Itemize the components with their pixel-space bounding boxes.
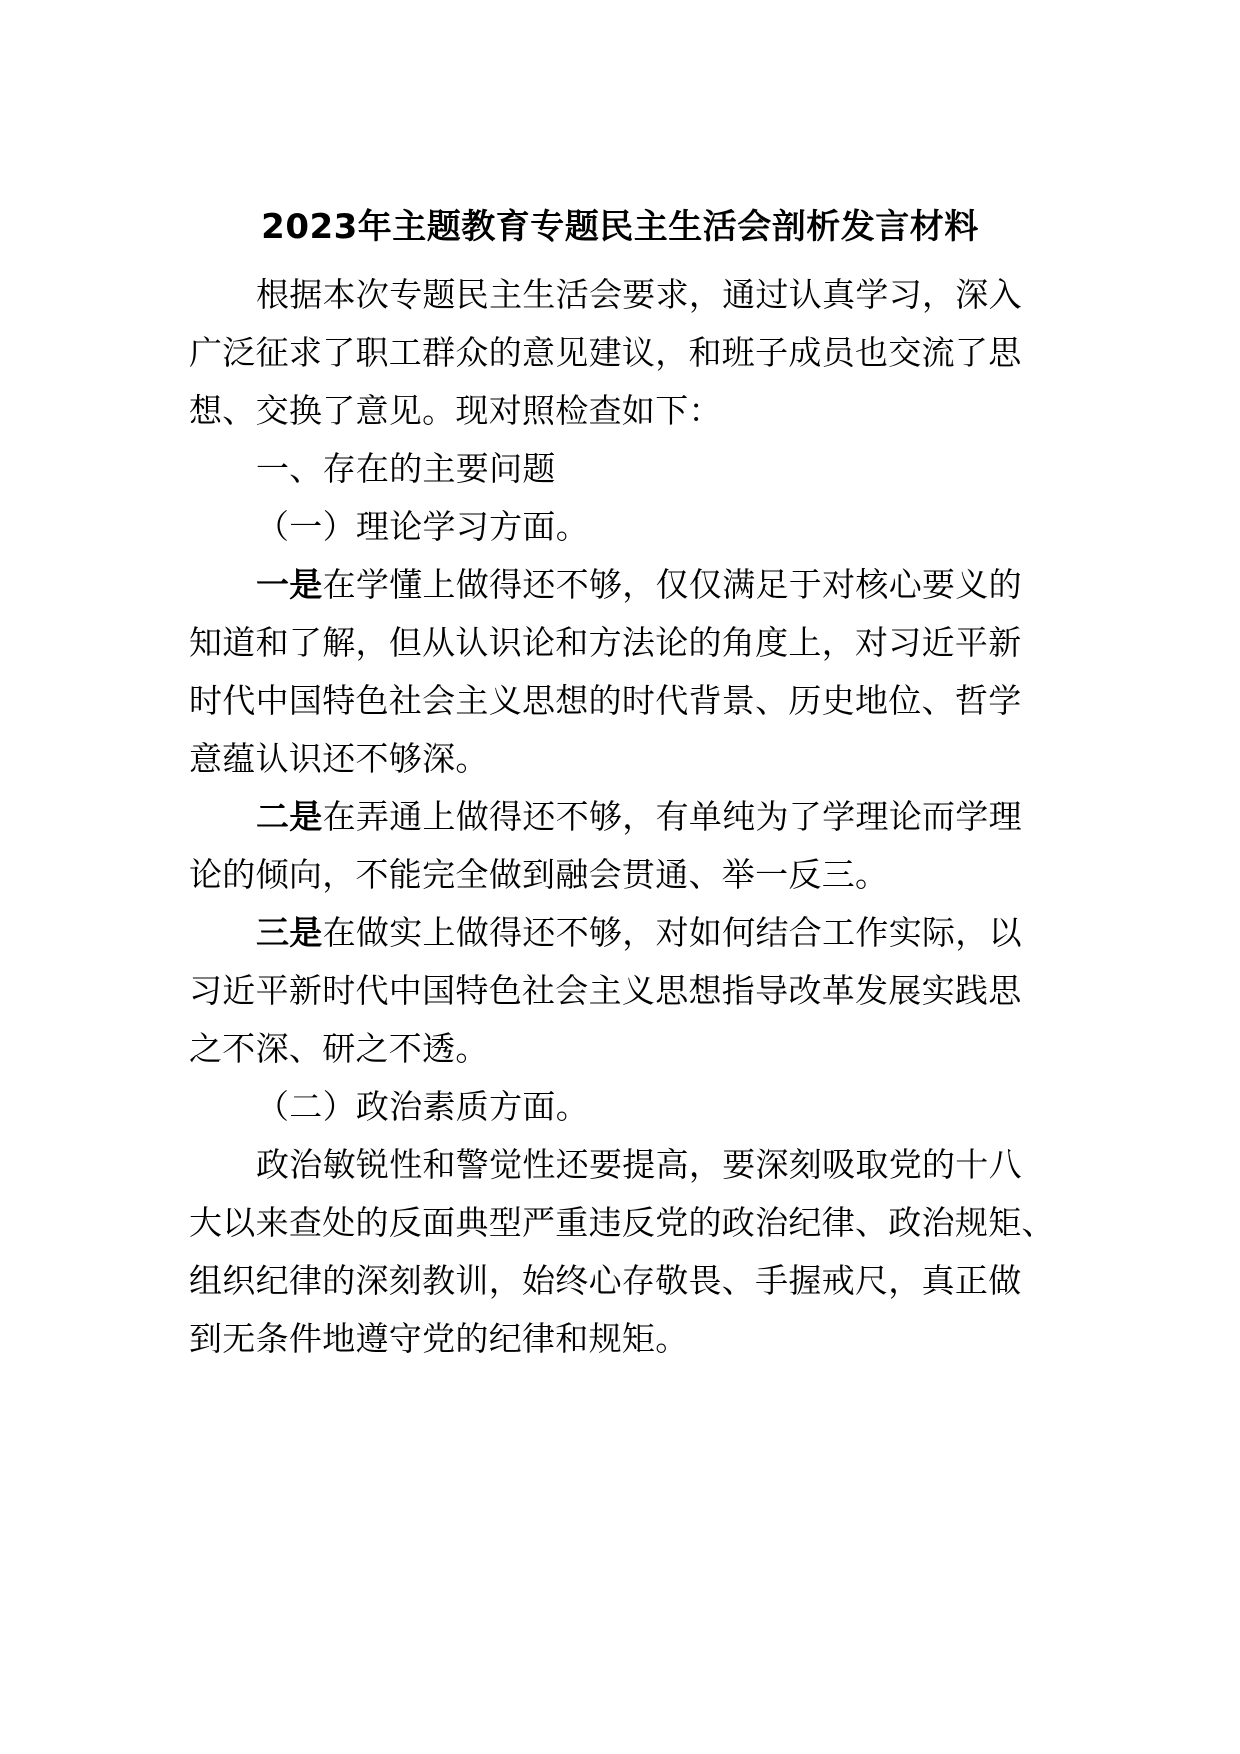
paragraph-line xyxy=(256,270,1022,320)
paragraph-line xyxy=(189,618,1022,668)
paragraph-line xyxy=(256,560,1022,610)
line-text: 知道和了解，但从认识论和方法论的角度上，对习近平新 xyxy=(189,623,1022,662)
paragraph-line xyxy=(189,1024,489,1074)
paragraph-line xyxy=(189,328,1022,378)
line-text: 组织纪律的深刻教训，始终心存敬畏、手握戒尺，真正做 xyxy=(189,1261,1022,1300)
paragraph-line xyxy=(189,1256,1022,1306)
paragraph-line xyxy=(256,1140,1022,1190)
line-text: 大以来查处的反面典型严重违反党的政治纪律、政治规矩、 xyxy=(189,1203,1055,1242)
line-text: 根据本次专题民主生活会要求，通过认真学习，深入 xyxy=(256,275,1022,314)
line-text: 想、交换了意见。现对照检查如下： xyxy=(189,391,722,430)
subsection-heading xyxy=(256,502,589,552)
line-text: 一、存在的主要问题 xyxy=(256,449,556,488)
paragraph-line xyxy=(189,1314,689,1364)
point-lead: 一是 xyxy=(256,565,323,604)
line-text: 时代中国特色社会主义思想的时代背景、历史地位、哲学 xyxy=(189,681,1022,720)
point-lead: 三是 xyxy=(256,913,323,952)
line-text: （二）政治素质方面。 xyxy=(256,1087,589,1126)
document-title: 2023年主题教育专题民主生活会剖析发言材料 xyxy=(261,207,979,247)
paragraph-line xyxy=(189,676,1022,726)
line-text: 在弄通上做得还不够，有单纯为了学理论而学理 xyxy=(322,797,1022,836)
line-text: （一）理论学习方面。 xyxy=(256,507,589,546)
line-text: 在做实上做得还不够，对如何结合工作实际，以 xyxy=(322,913,1022,952)
paragraph-line xyxy=(256,792,1022,842)
line-text: 论的倾向，不能完全做到融会贯通、举一反三。 xyxy=(189,855,889,894)
line-text: 在学懂上做得还不够，仅仅满足于对核心要义的 xyxy=(322,565,1022,604)
line-text: 之不深、研之不透。 xyxy=(189,1029,489,1068)
subsection-heading xyxy=(256,1082,589,1132)
line-text: 广泛征求了职工群众的意见建议，和班子成员也交流了思 xyxy=(189,333,1022,372)
section-heading xyxy=(256,444,556,494)
paragraph-line xyxy=(189,850,888,900)
paragraph-line xyxy=(189,734,489,784)
point-lead: 二是 xyxy=(256,797,323,836)
line-text: 意蕴认识还不够深。 xyxy=(189,739,489,778)
line-text: 习近平新时代中国特色社会主义思想指导改革发展实践思 xyxy=(189,971,1022,1010)
paragraph-line xyxy=(189,966,1022,1016)
paragraph-line xyxy=(189,1198,1055,1248)
paragraph-line xyxy=(189,386,722,436)
line-text: 政治敏锐性和警觉性还要提高，要深刻吸取党的十八 xyxy=(256,1145,1022,1184)
paragraph-line xyxy=(256,908,1022,958)
line-text: 到无条件地遵守党的纪律和规矩。 xyxy=(189,1319,689,1358)
